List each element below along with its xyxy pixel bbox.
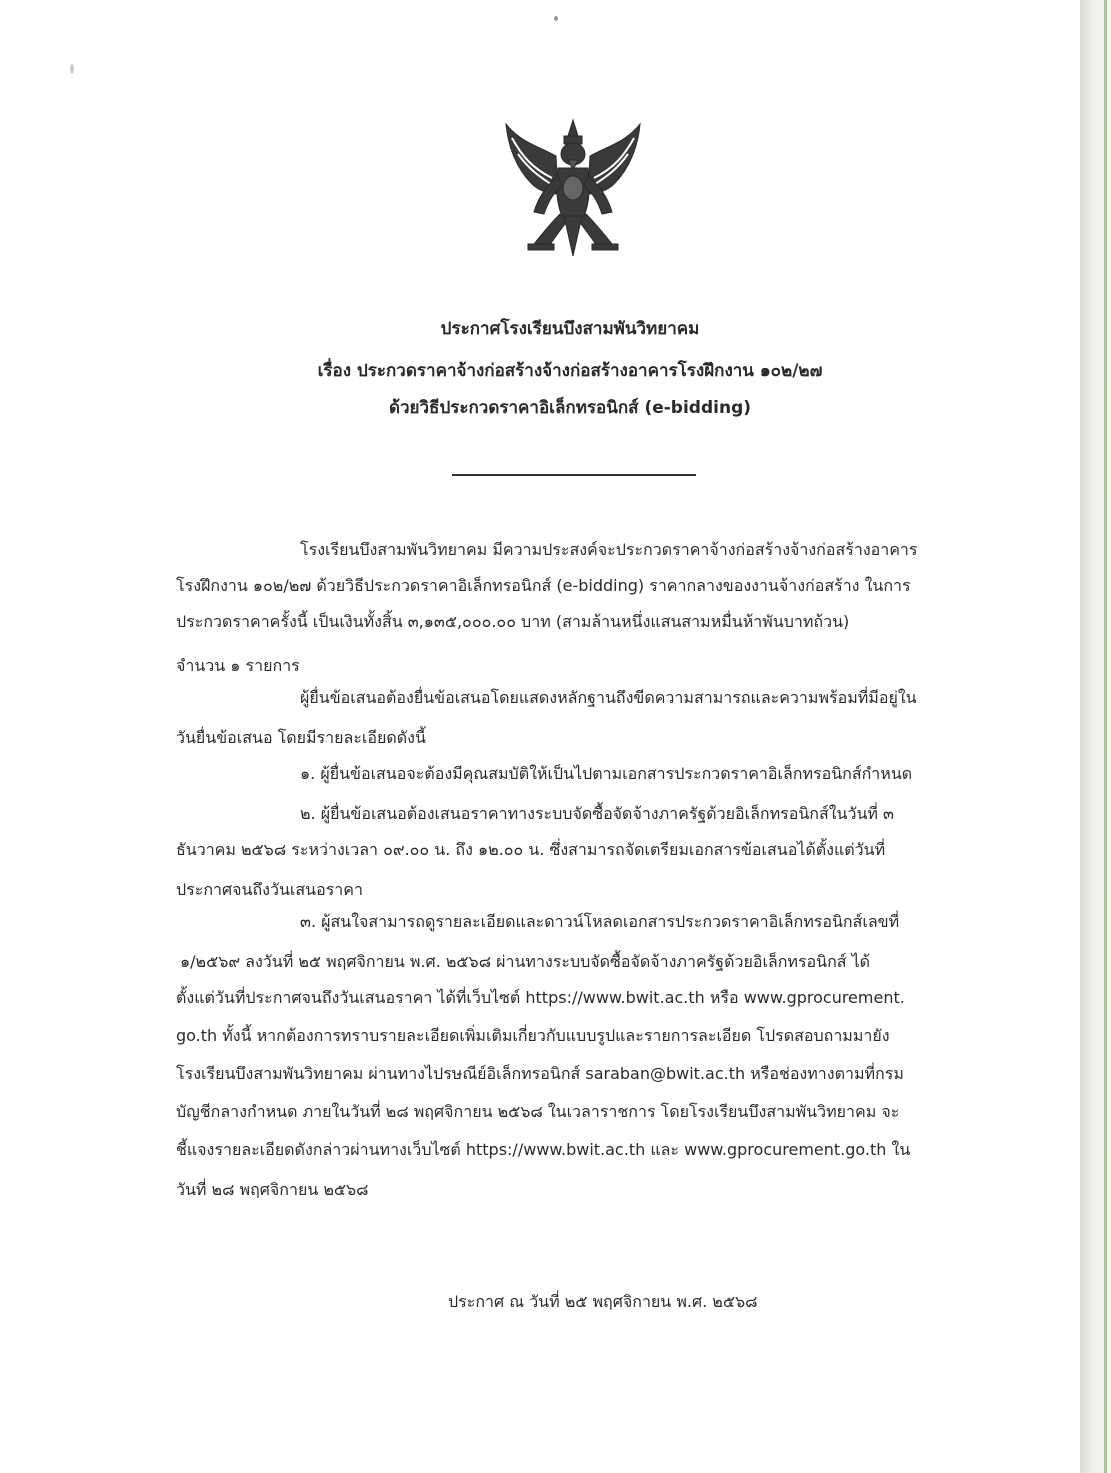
announcement-subject: เรื่อง ประกวดราคาจ้างก่อสร้างจ้างก่อสร้างอาคารโรงฝึกงาน ๑๐๒/๒๗ (317, 361, 823, 381)
body-line: วันที่ ๒๘ พฤศจิกายน ๒๕๖๘ (176, 1180, 369, 1199)
body-line: ๑. ผู้ยื่นข้อเสนอจะต้องมีคุณสมบัติให้เป็นไปตามเอกสารประกวดราคาอิเล็กทรอนิกส์กำหนด (300, 764, 913, 783)
body-line: ชี้แจงรายละเอียดดังกล่าวผ่านทางเว็บไซต์ https://www.bwit.ac.th และ www.gprocurement.go.th ใน (176, 1140, 911, 1159)
body-line: วันยื่นข้อเสนอ โดยมีรายละเอียดดังนี้ (176, 728, 426, 747)
announcement-method: ด้วยวิธีประกวดราคาอิเล็กทรอนิกส์ (e-bidding) (388, 398, 752, 418)
scan-edge-line (1104, 0, 1107, 1473)
body-line: โรงฝึกงาน ๑๐๒/๒๗ ด้วยวิธีประกวดราคาอิเล็กทรอนิกส์ (e-bidding) ราคากลางของงานจ้างก่อสร้าง ในการ (176, 576, 911, 595)
body-line: ๑/๒๕๖๙ ลงวันที่ ๒๕ พฤศจิกายน พ.ศ. ๒๕๖๘ ผ่านทางระบบจัดซื้อจัดจ้างภาครัฐด้วยอิเล็กทรอนิกส์ ได้ (180, 952, 871, 971)
announcement-title: ประกาศโรงเรียนบึงสามพันวิทยาคม (440, 319, 700, 339)
body-line: ประกวดราคาครั้งนี้ เป็นเงินทั้งสิ้น ๓,๑๓๕,๐๐๐.๐๐ บาท (สามล้านหนึ่งแสนสามหมื่นห้าพันบาทถ้วน) (176, 612, 850, 631)
scan-speck (70, 64, 74, 74)
body-line: บัญชีกลางกำหนด ภายในวันที่ ๒๘ พฤศจิกายน ๒๕๖๘ ในเวลาราชการ โดยโรงเรียนบึงสามพันวิทยาคม จะ (176, 1102, 900, 1121)
body-line: โรงเรียนบึงสามพันวิทยาคม ผ่านทางไปรษณีย์อิเล็กทรอนิกส์ saraban@bwit.ac.th หรือช่องทางตามที่กรม (176, 1064, 904, 1083)
title-divider (452, 474, 696, 476)
announcement-date: ประกาศ ณ วันที่ ๒๕ พฤศจิกายน พ.ศ. ๒๕๖๘ (448, 1292, 758, 1311)
body-line: ผู้ยื่นข้อเสนอต้องยื่นข้อเสนอโดยแสดงหลักฐานถึงขีดความสามารถและความพร้อมที่มีอยู่ใน (300, 688, 917, 707)
body-line: โรงเรียนบึงสามพันวิทยาคม มีความประสงค์จะประกวดราคาจ้างก่อสร้างจ้างก่อสร้างอาคาร (300, 540, 918, 559)
body-line: ธันวาคม ๒๕๖๘ ระหว่างเวลา ๐๙.๐๐ น. ถึง ๑๒.๐๐ น. ซึ่งสามารถจัดเตรียมเอกสารข้อเสนอได้ตั้งแต่วันที่ (176, 840, 886, 859)
body-line: go.th ทั้งนี้ หากต้องการทราบรายละเอียดเพิ่มเติมเกี่ยวกับแบบรูปและรายการละเอียด โปรดสอบถามมายัง (176, 1026, 890, 1045)
body-line: ประกาศจนถึงวันเสนอราคา (176, 880, 363, 899)
body-line: ตั้งแต่วันที่ประกาศจนถึงวันเสนอราคา ได้ที่เว็บไซต์ https://www.bwit.ac.th หรือ www.gprocurement. (176, 988, 905, 1007)
body-line: ๒. ผู้ยื่นข้อเสนอต้องเสนอราคาทางระบบจัดซื้อจัดจ้างภาครัฐด้วยอิเล็กทรอนิกส์ในวันที่ ๓ (300, 804, 894, 823)
scan-speck (554, 16, 558, 21)
garuda-emblem-icon (498, 116, 648, 262)
body-line: ๓. ผู้สนใจสามารถดูรายละเอียดและดาวน์โหลดเอกสารประกวดราคาอิเล็กทรอนิกส์เลขที่ (300, 912, 900, 931)
body-line: จำนวน ๑ รายการ (176, 656, 300, 675)
